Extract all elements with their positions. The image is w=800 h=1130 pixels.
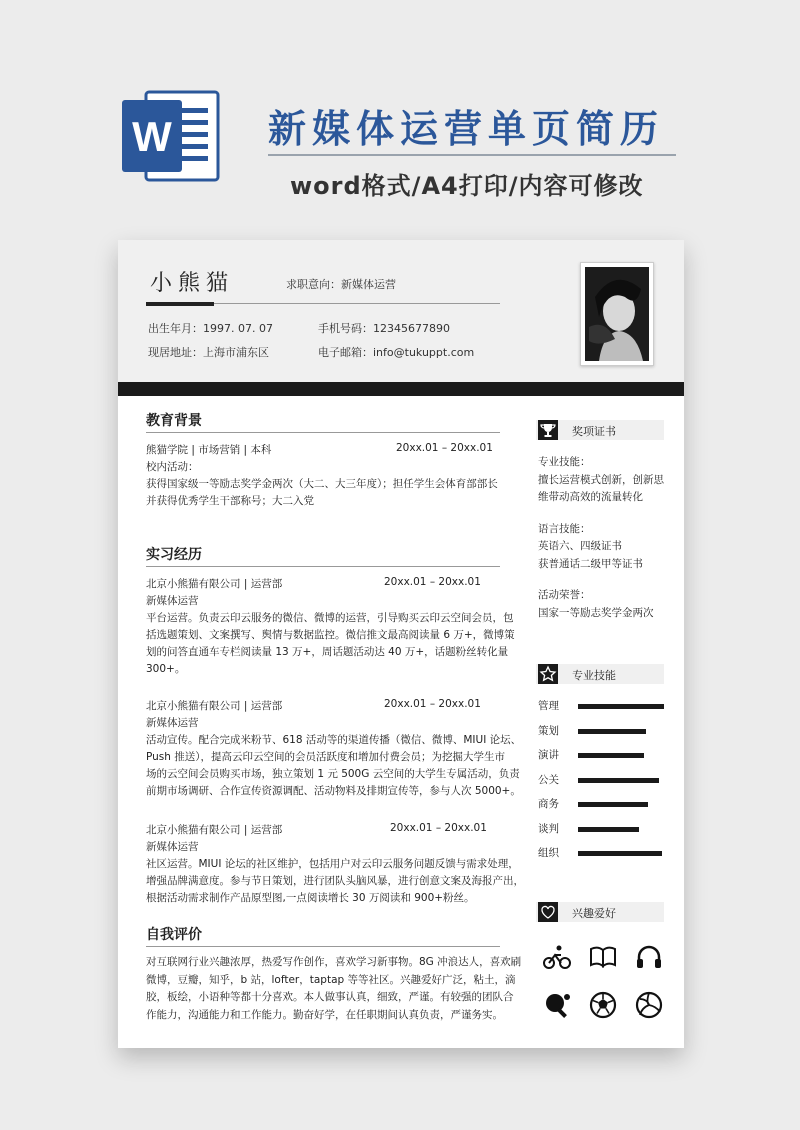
skill-label: 谈判 — [538, 822, 559, 835]
phone-number: 手机号码：12345677890 — [318, 322, 450, 335]
self-eval-title: 自我评价 — [146, 927, 202, 943]
birth-date: 出生年月：1997. 07. 07 — [148, 322, 273, 335]
email: 电子邮箱：info@tukuppt.com — [318, 346, 475, 359]
candidate-name: 小熊猫 — [150, 271, 235, 296]
banner-subtitle: word格式/A4打印/内容可修改 — [290, 172, 644, 200]
word-doc-icon — [118, 84, 222, 188]
header-band — [118, 382, 684, 396]
self-eval-text — [146, 954, 521, 1024]
awards-title: 奖项证书 — [572, 425, 616, 438]
awards-line: 专业技能： — [538, 456, 591, 468]
skill-row — [538, 772, 668, 797]
skills-list — [538, 698, 668, 870]
job-line: 活动宣传。配合完成米粉节、618 活动等的渠道传播（微信、微博、MIUI 论坛、 — [146, 734, 522, 746]
skill-level-bar — [578, 851, 662, 856]
skill-row — [538, 845, 668, 870]
ping-pong-icon — [542, 990, 572, 1020]
job-line: 新媒体运营 — [146, 717, 199, 729]
job-dates: 20xx.01 – 20xx.01 — [390, 822, 487, 834]
awards-line: 英语六、四级证书 — [538, 540, 622, 552]
education-line: 获得国家级一等励志奖学金两次（大二、大三年度）；担任学生会体育部部长 — [146, 478, 498, 490]
self-eval-divider — [146, 946, 500, 947]
skill-label: 管理 — [538, 700, 559, 712]
education-line: 并获得优秀学生干部称号；大二入党 — [146, 495, 314, 507]
skill-row — [538, 821, 668, 846]
job-line: 增强品牌满意度。参与节日策划，进行团队头脑风暴，进行创意文案及海报产出， — [146, 875, 524, 887]
skill-row — [538, 796, 668, 821]
education-line: 校内活动： — [146, 461, 199, 473]
job-company: 北京小熊猫有限公司 | 运营部 — [146, 824, 283, 836]
job-dates: 20xx.01 – 20xx.01 — [384, 698, 481, 710]
job-details — [146, 715, 521, 800]
education-dates: 20xx.01 – 20xx.01 — [396, 442, 493, 454]
job-line: 新媒体运营 — [146, 595, 199, 607]
awards-line: 语言技能： — [538, 522, 591, 535]
job-line: 新媒体运营 — [146, 841, 199, 853]
awards-line — [538, 507, 664, 521]
heart-icon — [538, 902, 558, 922]
job-line: 社区运营。MIUI 论坛的社区维护，包括用户对云印云服务问题反馈与需求处理， — [146, 858, 519, 870]
hobbies-title: 兴趣爱好 — [572, 907, 616, 920]
job-details — [146, 839, 524, 907]
skill-level-bar — [578, 778, 659, 783]
address: 现居地址：上海市浦东区 — [148, 346, 269, 359]
volleyball-icon — [634, 990, 664, 1020]
trophy-icon — [538, 420, 558, 440]
skill-row — [538, 698, 668, 723]
self-eval-line: 胶，板绘，小语种等都十分喜欢。本人做事认真，细致，严谨。有较强的团队合 — [146, 991, 514, 1003]
awards-line: 维带动高效的流量转化 — [538, 491, 643, 503]
job-line: 场的云空间会员购买市场，独立策划 1 元 500G 云空间的大学生专属活动，负责 — [146, 768, 520, 780]
job-line: 括选题策划、文案撰写、舆情与数据监控。微信推文最高阅读量 6 万+，微博策 — [146, 629, 515, 641]
skill-label: 组织 — [538, 847, 559, 859]
internship-divider — [146, 566, 500, 567]
skill-label: 公关 — [538, 773, 559, 786]
job-line: 根据活动需求制作产品原型图,一点阅读增长 30 万阅读和 900+粉丝。 — [146, 892, 475, 904]
awards-list — [538, 454, 664, 622]
job-line: 300+。 — [146, 663, 186, 675]
job-line: Push 推送），提高云印云空间的会员活跃度和增加付费会员；为挖掘大学生市 — [146, 751, 506, 763]
job-dates: 20xx.01 – 20xx.01 — [384, 576, 481, 588]
job-line: 前期市场调研、合作宣传资源调配、活动物料及排期宣传等，参与人次 5000+。 — [146, 785, 521, 797]
svg-text:W: W — [132, 113, 172, 160]
headphones-icon — [634, 942, 664, 972]
skills-title: 专业技能 — [572, 669, 616, 682]
skill-level-bar — [578, 827, 639, 832]
cycling-icon — [542, 942, 572, 972]
self-eval-line: 作能力，沟通能力和工作能力。勤奋好学，在任职期间认真负责，严谨务实。 — [146, 1008, 503, 1021]
job-details — [146, 593, 515, 678]
internship-title: 实习经历 — [146, 547, 202, 563]
awards-line — [538, 573, 664, 587]
skill-level-bar — [578, 753, 644, 758]
job-line: 划的问答直通车专栏阅读量 13 万+，周话题活动达 40 万+，话题粉丝转化量 — [146, 646, 509, 658]
skill-level-bar — [578, 704, 664, 709]
education-title: 教育背景 — [146, 413, 202, 429]
skill-row — [538, 723, 668, 748]
book-icon — [588, 942, 618, 972]
awards-line: 国家一等励志奖学金两次 — [538, 606, 654, 619]
job-intent: 求职意向：新媒体运营 — [286, 278, 396, 291]
awards-line: 擅长运营模式创新，创新思 — [538, 473, 664, 486]
soccer-icon — [588, 990, 618, 1020]
skill-row — [538, 747, 668, 772]
profile-divider — [214, 303, 500, 304]
education-divider — [146, 432, 500, 433]
profile-photo — [580, 262, 654, 366]
self-eval-line: 对互联网行业兴趣浓厚，热爱写作创作，喜欢学习新事物。8G 冲浪达人，喜欢刷 — [146, 956, 522, 968]
skill-level-bar — [578, 729, 646, 734]
skill-label: 演讲 — [538, 749, 559, 761]
skill-label: 商务 — [538, 798, 559, 810]
banner-divider — [268, 154, 676, 156]
skill-level-bar — [578, 802, 648, 807]
self-eval-line: 微博，豆瓣，知乎，b 站，lofter，taptap 等等社区。兴趣爱好广泛，粘土，滴 — [146, 973, 516, 986]
name-underline — [146, 302, 214, 306]
job-company: 北京小熊猫有限公司 | 运营部 — [146, 700, 283, 712]
awards-line: 获普通话二级甲等证书 — [538, 557, 643, 570]
job-line: 平台运营。负责云印云服务的微信、微博的运营，引导购买云印云空间会员，包 — [146, 612, 514, 624]
skill-label: 策划 — [538, 724, 559, 737]
education-details — [146, 459, 498, 510]
job-company: 北京小熊猫有限公司 | 运营部 — [146, 578, 283, 590]
awards-line: 活动荣誉： — [538, 589, 591, 601]
star-icon — [538, 664, 558, 684]
education-school: 熊猫学院 | 市场营销 | 本科 — [146, 444, 272, 456]
banner-title: 新媒体运营单页简历 — [268, 107, 665, 151]
